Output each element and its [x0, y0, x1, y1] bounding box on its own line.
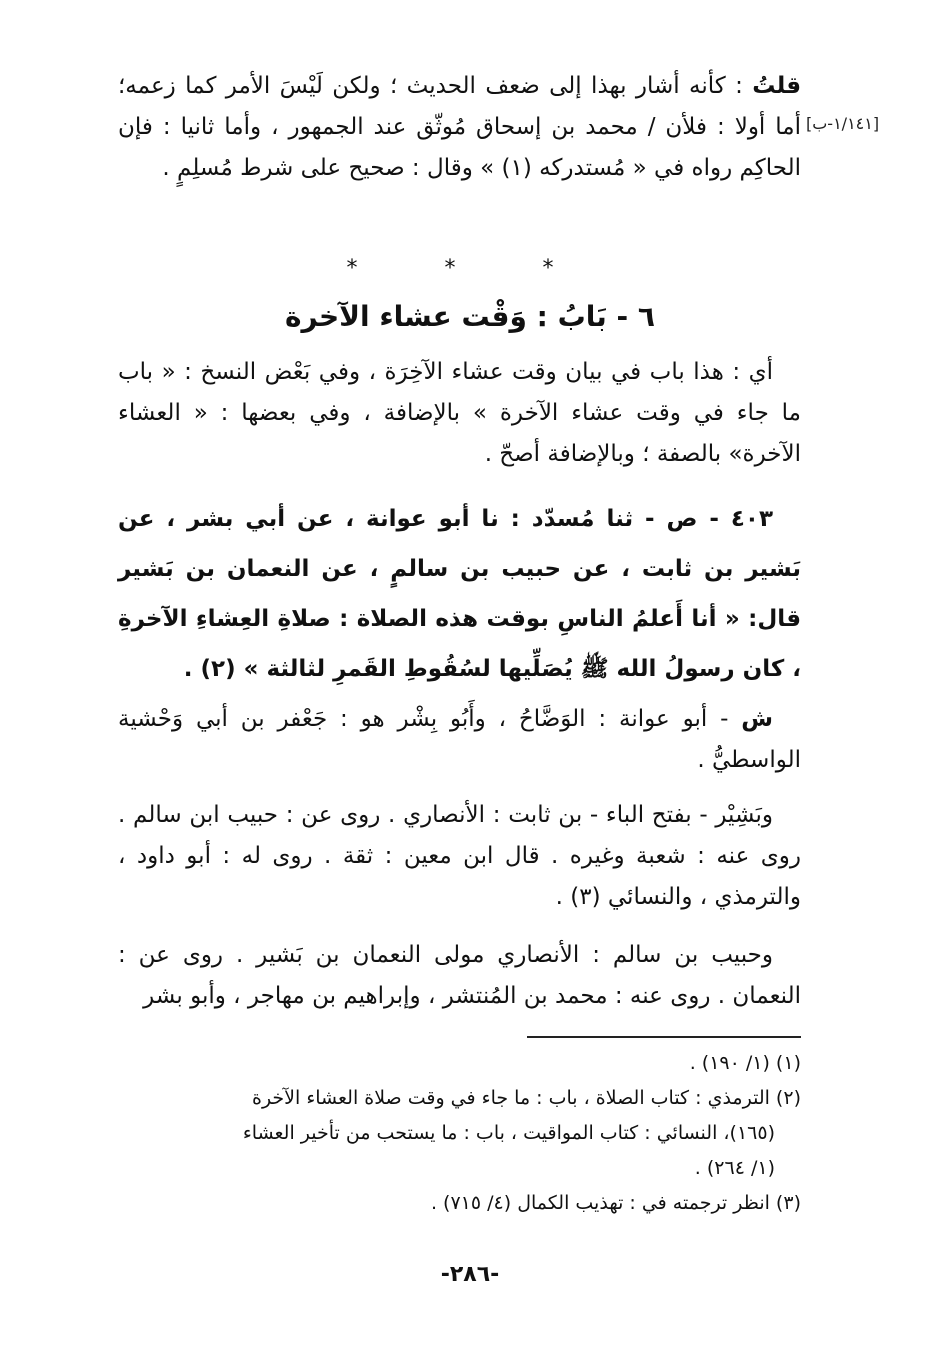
chapter-heading: ٦ - بَابُ : وَقْت عشاء الآخرة — [285, 300, 655, 333]
sharh-paragraph-1 — [118, 699, 801, 781]
footnote-2-line-1: (٢) الترمذي : كتاب الصلاة ، باب : ما جاء في وقت صلاة العشاء الآخرة — [251, 1087, 801, 1109]
sharh-text-2: وبَشِيْر - بفتح الباء - بن ثابت : الأنصاري . روى عن : حبيب ابن سالم . روى عنه : شعبة وغيره . قال ابن معين : ثقة . روى له : أبو داود ، والترمذي ، والنسائي (٣) . — [118, 802, 801, 910]
intro-text: : كأنه أشار بهذا إلى ضعف الحديث ؛ ولكن لَيْسَ الأمر كما زعمه؛ أما أولا : فلأن / محمد بن إسحاق مُوثّق عند الجمهور ، وأما ثانيا : فإن الحاكِم رواه في « مُستدركه (١) » وقال : صحيح على شرط مُسلِمٍ . — [118, 73, 801, 181]
intro-paragraph — [118, 66, 801, 189]
footnotes — [118, 1046, 801, 1221]
sharh-keyword: ش — [741, 706, 774, 732]
footnote-3: (٣) انظر ترجمته في : تهذيب الكمال (٤/ ٧١٥) . — [430, 1192, 801, 1214]
footnote-2-line-2: (١٦٥)، النسائي : كتاب المواقيت ، باب : ما يستحب من تأخير العشاء — [242, 1122, 775, 1144]
footnote-1: (١) (١/ ١٩٠) . — [689, 1052, 801, 1074]
sharh-text-3: وحبيب بن سالم : الأنصاري مولى النعمان بن بَشير . روى عن : النعمان . روى عنه : محمد بن المُنتشر ، وإبراهيم بن مهاجر ، وأبو بشر — [118, 942, 801, 1009]
explanation-text: أي : هذا باب في بيان وقت عشاء الآخِرَة ، وفي بَعْض النسخ : « باب ما جاء في وقت عشاء الآخرة » بالإضافة ، وفي بعضها : « العشاء الآخرة» بالصفة ؛ وبالإضافة أصحّ . — [118, 359, 801, 467]
sharh-text-1: - أبو عوانة : الوَضَّاحُ ، وأَبُو بِشْر هو : جَعْفر بن أبي وَحْشية الواسطيُّ . — [118, 706, 801, 773]
explanation-paragraph — [118, 352, 801, 475]
footnote-2-line-3: (١/ ٢٦٤) . — [694, 1157, 775, 1179]
page-number: -٢٨٦- — [440, 1262, 500, 1287]
sharh-paragraph-3 — [118, 935, 801, 1017]
qultu-keyword: قلتُ — [752, 73, 802, 99]
section-separator: * * * — [346, 256, 594, 281]
sharh-paragraph-2 — [118, 795, 801, 918]
hadith-text: ٤٠٣ - ص - ثنا مُسدّد : نا أبو عوانة ، عن أبي بشر ، عن بَشير بن ثابت ، عن حبيب بن سالمٍ ، عن النعمان بن بَشير قال: « أنا أَعلمُ الناسِ بوقت هذه الصلاة : صلاةِ العِشاءِ الآخرةِ ، كان رسولُ الله ﷺ يُصَلِّيها لسُقُوطِ القَمرِ لثالثة » (٢) . — [118, 506, 801, 682]
footnote-divider — [527, 1036, 801, 1038]
margin-folio-note: [١/١٤١-ب] — [806, 114, 880, 133]
hadith-paragraph — [118, 494, 801, 694]
